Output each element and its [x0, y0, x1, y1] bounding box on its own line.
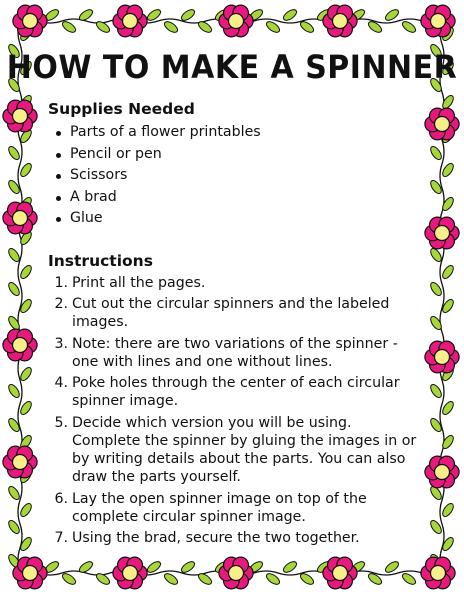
leaf-icon [163, 20, 180, 35]
step-number: 4. [54, 375, 68, 392]
flower-icon [13, 5, 47, 37]
step-text: Lay the open spinner image on top of the complete circular spinner image. [72, 490, 367, 525]
leaf-icon [441, 162, 456, 179]
leaf-icon [384, 560, 401, 575]
leaf-icon [441, 502, 456, 519]
step-number: 2. [54, 296, 68, 313]
flower-icon [323, 5, 357, 37]
step-number: 7. [54, 530, 68, 546]
supply-item: Pencil or pen [48, 144, 408, 166]
flower-icon [219, 557, 253, 589]
step-number: 5. [54, 414, 68, 431]
flower-icon [425, 341, 459, 373]
leaf-icon [441, 264, 456, 281]
step-text: Using the brad, secure the two together. [72, 530, 360, 546]
supply-item: Parts of a flower printables [48, 122, 408, 144]
step-text: Poke holes through the center of each circular spinner image. [72, 375, 400, 410]
flower-icon [425, 456, 459, 488]
leaf-icon [429, 383, 444, 400]
leaf-icon [429, 315, 444, 332]
leaf-icon [180, 8, 197, 23]
supplies-list [48, 122, 408, 230]
step-number: 1. [54, 275, 68, 291]
leaf-icon [441, 434, 456, 451]
step-number: 3. [54, 335, 68, 352]
instructions-heading: Instructions [48, 252, 153, 270]
leaf-icon [429, 145, 444, 162]
flower-icon [219, 5, 253, 37]
instruction-step [48, 414, 418, 486]
step-text: Print all the pages. [72, 275, 206, 291]
supplies-heading: Supplies Needed [48, 100, 195, 118]
leaf-icon [299, 572, 316, 587]
instruction-step [48, 274, 418, 292]
flower-icon [425, 108, 459, 140]
step-text: Note: there are two variations of the spinner - one with lines and one without lines. [72, 335, 398, 370]
supply-item: Scissors [48, 165, 408, 187]
flower-icon [113, 5, 147, 37]
instructions-list [48, 274, 418, 550]
leaf-icon [299, 20, 316, 35]
supply-item: Glue [48, 208, 408, 230]
leaf-icon [282, 8, 299, 23]
leaf-icon [384, 8, 401, 23]
leaf-icon [401, 572, 418, 587]
instruction-step [48, 295, 418, 331]
leaf-icon [282, 560, 299, 575]
instruction-step [48, 335, 418, 371]
leaf-icon [180, 560, 197, 575]
step-number: 6. [54, 490, 68, 507]
step-text: Decide which version you will be using. Complete the spinner by gluing the images in or by writing details about the parts. You can also draw the parts yourself. [72, 414, 417, 486]
leaf-icon [163, 572, 180, 587]
instruction-step [48, 529, 418, 547]
step-text: Cut out the circular spinners and the labeled images. [72, 296, 390, 331]
flower-icon [3, 202, 37, 234]
instruction-step [48, 490, 418, 526]
leaf-icon [7, 383, 22, 400]
leaf-icon [19, 502, 34, 519]
supply-item: A brad [48, 187, 408, 209]
leaf-icon [401, 20, 418, 35]
flower-icon [3, 329, 37, 361]
flower-icon [425, 217, 459, 249]
flower-icon [113, 557, 147, 589]
flower-icon [13, 557, 47, 589]
instruction-step [48, 374, 418, 410]
leaf-icon [78, 560, 95, 575]
flower-icon [3, 100, 37, 132]
leaf-icon [441, 196, 456, 213]
leaf-icon [7, 247, 22, 264]
leaf-icon [61, 572, 78, 587]
leaf-icon [7, 145, 22, 162]
flower-icon [323, 557, 357, 589]
page-title: HOW TO MAKE A SPINNER [6, 48, 458, 87]
leaf-icon [19, 162, 34, 179]
flower-icon [3, 446, 37, 478]
flower-icon [421, 5, 455, 37]
leaf-icon [19, 366, 34, 383]
leaf-icon [61, 20, 78, 35]
leaf-icon [78, 8, 95, 23]
flower-icon [421, 557, 455, 589]
leaf-icon [19, 264, 34, 281]
leaf-icon [7, 485, 22, 502]
